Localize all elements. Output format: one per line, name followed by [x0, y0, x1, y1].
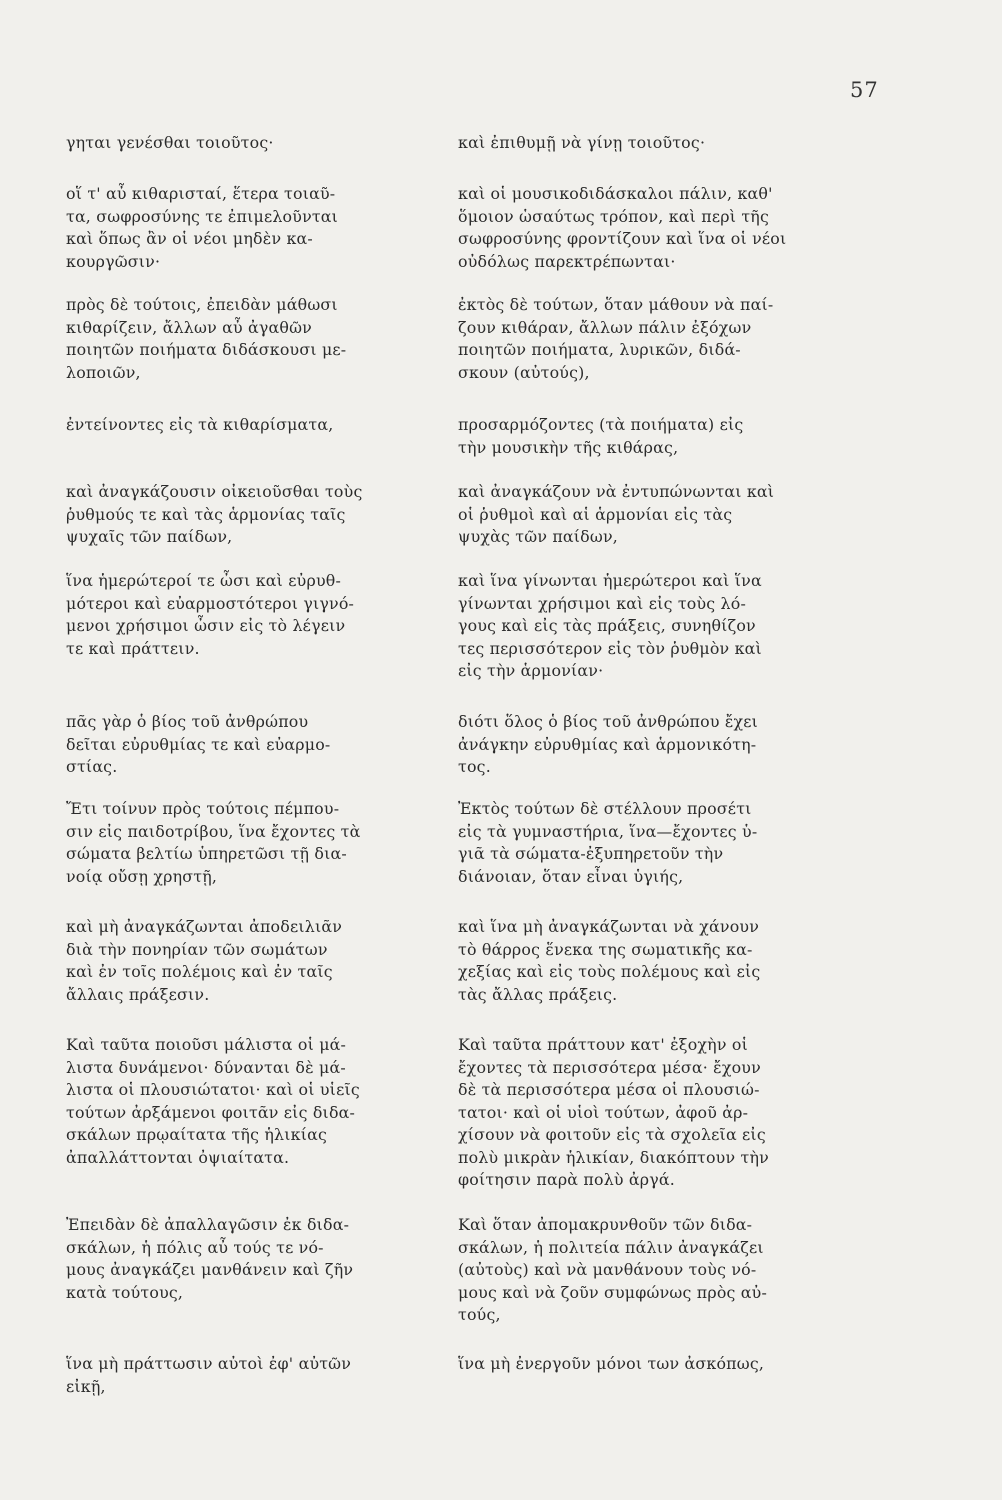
text-line: ἵνα ἡμερώτεροί τε ὦσι καὶ εὐρυθ- — [66, 571, 342, 590]
text-line: στίας. — [66, 757, 118, 776]
text-line: καὶ ἵνα γίνωνται ἡμερώτεροι καὶ ἵνα — [458, 571, 762, 590]
left-paragraph-4 — [66, 414, 436, 437]
text-line: λιστα οἱ πλουσιώτατοι· καὶ οἱ υἱεῖς — [66, 1080, 360, 1099]
right-paragraph-9 — [458, 916, 878, 1006]
left-paragraph-11 — [66, 1214, 436, 1304]
text-line: κουργῶσιν· — [66, 251, 161, 271]
text-line: γίνωνται χρήσιμοι καὶ εἰς τοὺς λό- — [458, 593, 747, 613]
text-line: ῥυθμούς τε καὶ τὰς ἁρμονίας ταῖς — [66, 504, 346, 524]
text-line: τούτων ἀρξάμενοι φοιτᾶν εἰς διδα- — [66, 1102, 356, 1122]
text-line: Καὶ ταῦτα ποιοῦσι μάλιστα οἱ μά- — [66, 1035, 347, 1054]
text-line: καὶ οἱ μουσικοδιδάσκαλοι πάλιν, καθ' — [458, 184, 773, 203]
text-line: διάνοιαν, ὅταν εἶναι ὑγιής, — [458, 866, 684, 886]
text-line: μους καὶ νὰ ζοῦν συμφώνως πρὸς αὐ- — [458, 1282, 768, 1302]
left-paragraph-12 — [66, 1353, 436, 1398]
right-paragraph-5 — [458, 481, 878, 549]
text-line: ἵνα μὴ ἐνεργοῦν μόνοι των ἀσκόπως, — [458, 1354, 765, 1373]
text-line: σκάλων πρῳαίτατα τῆς ἡλικίας — [66, 1125, 328, 1144]
text-line: λοποιῶν, — [66, 362, 141, 382]
text-line: πολὺ μικρὰν ἡλικίαν, διακόπτουν τὴν — [458, 1147, 769, 1167]
text-line: χίσουν νὰ φοιτοῦν εἰς τὰ σχολεῖα εἰς — [458, 1125, 766, 1144]
right-paragraph-12 — [458, 1353, 878, 1376]
text-line: Καὶ ὅταν ἀπομακρυνθοῦν τῶν διδα- — [458, 1215, 753, 1234]
text-line: ψυχὰς τῶν παίδων, — [458, 527, 619, 546]
text-line: διότι ὅλος ὁ βίος τοῦ ἀνθρώπου ἔχει — [458, 712, 759, 731]
text-line: σωφροσύνης φροντίζουν καὶ ἵνα οἱ νέοι — [458, 229, 787, 248]
text-line: καὶ ἵνα μὴ ἀναγκάζωνται νὰ χάνουν — [458, 917, 760, 936]
text-line: ἐντείνοντες εἰς τὰ κιθαρίσματα, — [66, 415, 334, 434]
text-line: ζουν κιθάραν, ἄλλων πάλιν ἐξόχων — [458, 317, 752, 337]
text-line: μους ἀναγκάζει μανθάνειν καὶ ζῆν — [66, 1260, 354, 1279]
left-paragraph-8 — [66, 798, 436, 888]
text-line: πᾶς γὰρ ὁ βίος τοῦ ἀνθρώπου — [66, 712, 309, 731]
text-line: καὶ ἐπιθυμῇ νὰ γίνῃ τοιοῦτος· — [458, 133, 706, 152]
text-line: Καὶ ταῦτα πράττουν κατ' ἐξοχὴν οἱ — [458, 1035, 748, 1054]
text-line: τούς, — [458, 1305, 501, 1324]
text-line: οὐδόλως παρεκτρέπωνται· — [458, 251, 676, 271]
text-line: τὴν μουσικὴν τῆς κιθάρας, — [458, 437, 679, 457]
text-line: ἀνάγκην εὐρυθμίας καὶ ἁρμονικότη- — [458, 734, 757, 754]
text-line: Ἐπειδὰν δὲ ἀπαλλαγῶσιν ἐκ διδα- — [66, 1215, 350, 1234]
text-line: μενοι χρήσιμοι ὦσιν εἰς τὸ λέγειν — [66, 616, 346, 635]
right-paragraph-10 — [458, 1034, 878, 1192]
text-line: μότεροι καὶ εὐαρμοστότεροι γιγνό- — [66, 593, 355, 613]
text-line: τα, σωφροσύνης τε ἐπιμελοῦνται — [66, 206, 339, 226]
right-paragraph-4 — [458, 414, 878, 459]
text-line: σκουν (αὐτούς), — [458, 362, 590, 382]
text-line: καὶ ἀναγκάζουσιν οἰκειοῦσθαι τοὺς — [66, 482, 363, 501]
text-line: τὸ θάρρος ἕνεκα της σωματικῆς κα- — [458, 939, 753, 959]
right-paragraph-11 — [458, 1214, 878, 1327]
text-line: ποιητῶν ποιήματα, λυρικῶν, διδά- — [458, 340, 741, 359]
text-line: χεξίας καὶ εἰς τοὺς πολέμους καὶ εἰς — [458, 962, 761, 981]
left-paragraph-2 — [66, 183, 436, 273]
text-line: τὰς ἄλλας πράξεις. — [458, 984, 618, 1004]
text-line: ὅμοιον ὡσαύτως τρόπον, καὶ περὶ τῆς — [458, 206, 769, 226]
text-line: ἵνα μὴ πράττωσιν αὐτοὶ ἐφ' αὐτῶν — [66, 1354, 352, 1373]
text-line: ἄλλαις πράξεσιν. — [66, 984, 210, 1004]
text-line: κατὰ τούτους, — [66, 1282, 184, 1302]
text-line: καὶ ἀναγκάζουν νὰ ἐντυπώνωνται καὶ — [458, 482, 775, 501]
text-line: σώματα βελτίω ὑπηρετῶσι τῇ δια- — [66, 844, 347, 863]
text-line: οἱ ῥυθμοὶ καὶ αἱ ἁρμονίαι εἰς τὰς — [458, 504, 733, 524]
text-line: γιᾶ τὰ σώματα-ἐξυπηρετοῦν τὴν — [458, 844, 724, 863]
text-line: προσαρμόζοντες (τὰ ποιήματα) εἰς — [458, 415, 744, 434]
text-line: τατοι· καὶ οἱ υἱοὶ τούτων, ἀφοῦ ἀρ- — [458, 1102, 749, 1122]
text-line: εἰς τὴν ἁρμονίαν· — [458, 661, 604, 680]
text-line: σκάλων, ἡ πόλις αὖ τούς τε νό- — [66, 1237, 324, 1257]
right-paragraph-8 — [458, 798, 878, 888]
left-paragraph-9 — [66, 916, 436, 1006]
text-line: καὶ μὴ ἀναγκάζωνται ἀποδειλιᾶν — [66, 917, 343, 936]
right-paragraph-7 — [458, 711, 878, 779]
text-line: σκάλων, ἡ πολιτεία πάλιν ἀναγκάζει — [458, 1237, 764, 1257]
text-line: γους καὶ εἰς τὰς πράξεις, συνηθίζον — [458, 616, 756, 635]
text-line: τες περισσότερον εἰς τὸν ῥυθμὸν καὶ — [458, 638, 762, 658]
page-number: 57 — [850, 78, 879, 102]
left-paragraph-1 — [66, 132, 436, 155]
text-line: λιστα δυνάμενοι· δύνανται δὲ μά- — [66, 1057, 346, 1077]
text-line: δὲ τὰ περισσότερα μέσα οἱ πλουσιώ- — [458, 1080, 760, 1099]
text-line: εἰκῇ, — [66, 1376, 106, 1396]
text-line: ψυχαῖς τῶν παίδων, — [66, 527, 233, 546]
text-line: καὶ ὅπως ἂν οἱ νέοι μηδὲν κα- — [66, 229, 313, 248]
text-line: γηται γενέσθαι τοιοῦτος· — [66, 133, 274, 152]
text-line: καὶ ἐν τοῖς πολέμοις καὶ ἐν ταῖς — [66, 962, 333, 981]
left-paragraph-7 — [66, 711, 436, 779]
text-line: τε καὶ πράττειν. — [66, 638, 200, 658]
text-line: δεῖται εὐρυθμίας τε καὶ εὐαρμο- — [66, 734, 331, 754]
left-paragraph-5 — [66, 481, 436, 549]
right-paragraph-3 — [458, 294, 878, 384]
text-line: ἐκτὸς δὲ τούτων, ὅταν μάθουν νὰ παί- — [458, 295, 774, 314]
text-line: εἰς τὰ γυμναστήρια, ἵνα—ἔχοντες ὑ- — [458, 821, 758, 841]
right-paragraph-1 — [458, 132, 878, 155]
text-line: ἔχοντες τὰ περισσότερα μέσα· ἔχουν — [458, 1057, 761, 1077]
text-line: (αὐτοὺς) καὶ νὰ μανθάνουν τοὺς νό- — [458, 1260, 757, 1279]
text-line: Ἐκτὸς τούτων δὲ στέλλουν προσέτι — [458, 799, 752, 818]
text-line: νοίᾳ οὔσῃ χρηστῇ, — [66, 866, 218, 886]
text-line: κιθαρίζειν, ἄλλων αὖ ἀγαθῶν — [66, 317, 312, 337]
text-line: διὰ τὴν πονηρίαν τῶν σωμάτων — [66, 939, 328, 959]
text-line: τος. — [458, 757, 491, 776]
left-paragraph-3 — [66, 294, 436, 384]
text-line: πρὸς δὲ τούτοις, ἐπειδὰν μάθωσι — [66, 295, 338, 314]
right-paragraph-6 — [458, 570, 878, 683]
text-line: ποιητῶν ποιήματα διδάσκουσι με- — [66, 340, 347, 359]
text-line: Ἔτι τοίνυν πρὸς τούτοις πέμπου- — [66, 799, 340, 818]
text-line: φοίτησιν παρὰ πολὺ ἀργά. — [458, 1170, 676, 1189]
right-paragraph-2 — [458, 183, 878, 273]
text-line: σιν εἰς παιδοτρίβου, ἵνα ἔχοντες τὰ — [66, 821, 361, 841]
left-paragraph-6 — [66, 570, 436, 660]
text-line: οἵ τ' αὖ κιθαρισταί, ἕτερα τοιαῦ- — [66, 184, 336, 203]
left-paragraph-10 — [66, 1034, 436, 1169]
text-line: ἀπαλλάττονται ὀψιαίτατα. — [66, 1147, 290, 1167]
